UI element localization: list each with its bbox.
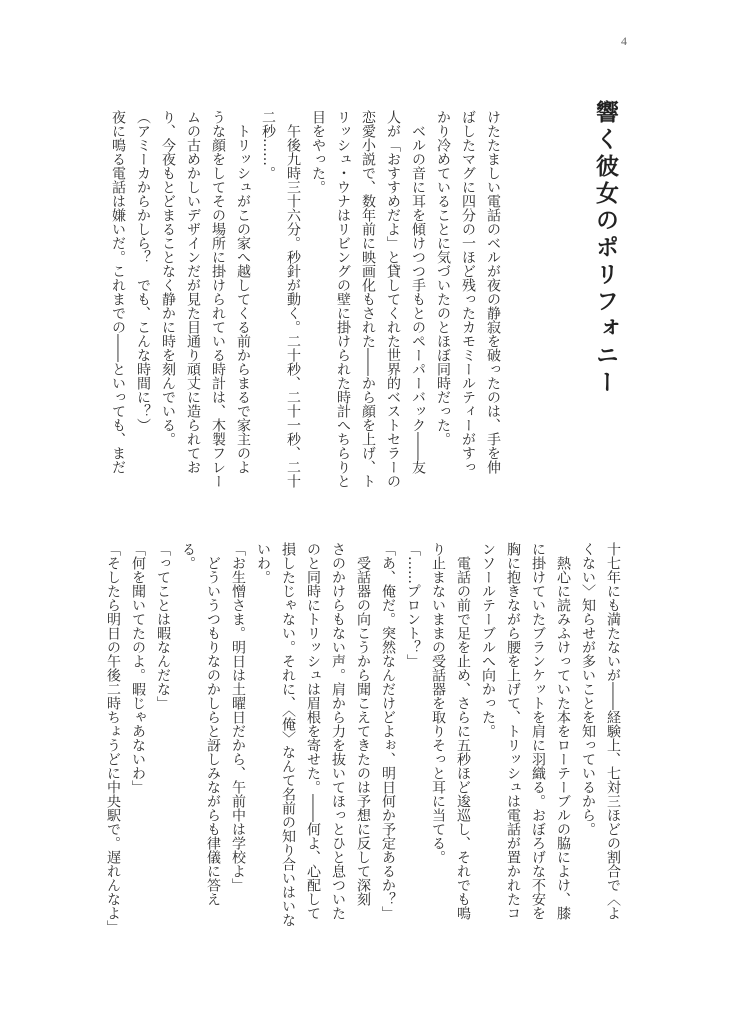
text-line: うな顔をしてその場所に掛けられている時計は、木製フレー — [210, 110, 226, 488]
text-line: かり冷めていることに気づいたのとほぼ同時だった。 — [435, 110, 451, 446]
text-line: ばしたマグに四分の一ほど残ったカモミールティーがすっ — [460, 110, 476, 474]
text-line: 電話の前で足を止め、さらに五秒ほど逡巡し、それでも鳴 — [455, 542, 471, 920]
text-line: 二秒……。 — [260, 110, 276, 180]
text-line: 胸に抱きながら腰を上げて、トリッシュは電話が置かれたコ — [505, 542, 521, 920]
text-line: のと同時にトリッシュは眉根を寄せた。――何よ、心配して — [305, 542, 321, 920]
text-line: 受話器の向こうから聞こえてきたのは予想に反して深刻 — [355, 542, 371, 906]
text-line: トリッシュがこの家へ越してくる前からまるで家主のよ — [235, 110, 251, 474]
page-number: 4 — [621, 34, 627, 48]
text-line: 人が「おすすめだよ」と貸してくれた世界的ベストセラーの — [385, 110, 401, 488]
text-line: 熱心に読みふけっていた本をローテーブルの脇によけ、膝 — [555, 542, 571, 920]
text-line: 恋愛小説で、数年前に映画化もされた――から顔を上げ、ト — [360, 110, 376, 488]
text-line: 「……プロント？」 — [405, 542, 421, 668]
text-line: リッシュ・ウナはリビングの壁に掛けられた時計へちらりと — [335, 110, 351, 488]
text-line: けたたましい電話のベルが夜の静寂を破ったのは、手を伸 — [485, 110, 501, 474]
text-line: いわ。 — [255, 542, 271, 584]
text-block-upper — [105, 110, 505, 495]
text-line: り止まないままの受話器を取りそっと耳に当てる。 — [430, 542, 446, 864]
text-line: さのかけらもない声。肩から力を抜いてほっとひと息ついた — [330, 542, 346, 920]
text-line: 「ってことは暇なんだな」 — [155, 542, 171, 710]
text-line: 「そしたら明日の午後二時ちょうどに中央駅で。遅れんなよ」 — [105, 542, 121, 934]
chapter-title: 響く彼女のポリフォニー — [592, 100, 619, 397]
text-line: に掛けていたブランケットを肩に羽織る。おぼろげな不安を — [530, 542, 546, 920]
text-line: り、今夜もとどまることなく静かに時を刻んでいる。 — [160, 110, 176, 446]
text-line: ムの古めかしいデザインだが見た目通り頑丈に造られてお — [185, 110, 201, 474]
text-line: ベルの音に耳を傾けつつ手もとのペーパーバック――友 — [410, 110, 426, 474]
text-line: 「お生憎さま。明日は土曜日だから、午前中は学校よ」 — [230, 542, 246, 892]
text-line: 午後九時三十六分。秒針が動く。二十秒、二十一秒、二十 — [285, 110, 301, 488]
text-line: どういうつもりなのかしらと訝しみながらも律儀に答え — [205, 542, 221, 906]
text-line: る。 — [180, 542, 196, 570]
text-line: ンソールテーブルへ向かった。 — [480, 542, 496, 738]
text-block-lower — [100, 542, 625, 937]
text-line: 損したじゃない。それに、〈俺〉なんて名前の知り合いはいな — [280, 542, 296, 927]
text-line: 十七年にも満たないが――経験上、七対三ほどの割合で〈よ — [605, 542, 621, 920]
text-line: 夜に鳴る電話は嫌いだ。これまでの――といっても、まだ — [110, 110, 126, 474]
text-line: 目をやった。 — [310, 110, 326, 194]
text-line: 「何を聞いてたのよ。暇じゃあないわ」 — [130, 542, 146, 794]
text-line: （アミーカからかしら？ でも、こんな時間に？） — [135, 110, 151, 432]
text-line: 「あ、俺だ。突然なんだけどよぉ、明日何か予定あるか？」 — [380, 542, 396, 920]
text-line: くない〉知らせが多いことを知っているから。 — [580, 542, 596, 836]
